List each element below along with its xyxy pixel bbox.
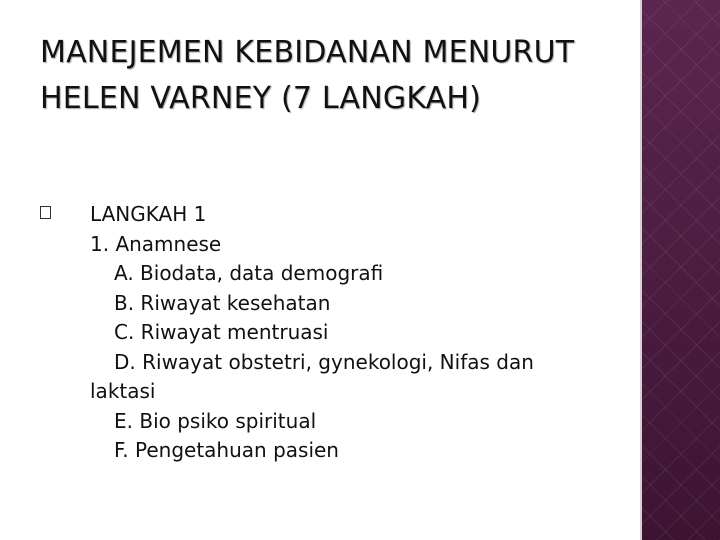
body-line-d: D. Riwayat obstetri, gynekologi, Nifas dan (114, 349, 534, 374)
body-line-f: F. Pengetahuan pasien (114, 438, 339, 462)
body-line-c: C. Riwayat mentruasi (114, 320, 329, 344)
empty-square-bullet-icon (40, 206, 51, 219)
slide-title-line-2: HELEN VARNEY (7 LANGKAH) (40, 81, 482, 116)
slide-title-line-1: MANEJEMEN KEBIDANAN MENURUT (40, 35, 575, 70)
body-line-e: E. Bio psiko spiritual (114, 408, 317, 433)
body-line-step: LANGKAH 1 (90, 202, 207, 226)
decorative-side-panel (642, 0, 720, 540)
body-line-anamnese: 1. Anamnese (90, 231, 222, 256)
slide-title (40, 30, 630, 122)
body-line-d-continued: laktasi (90, 379, 156, 403)
slide-body (90, 200, 610, 466)
body-line-b: B. Riwayat kesehatan (114, 290, 331, 315)
body-line-a: A. Biodata, data demografi (114, 261, 384, 285)
